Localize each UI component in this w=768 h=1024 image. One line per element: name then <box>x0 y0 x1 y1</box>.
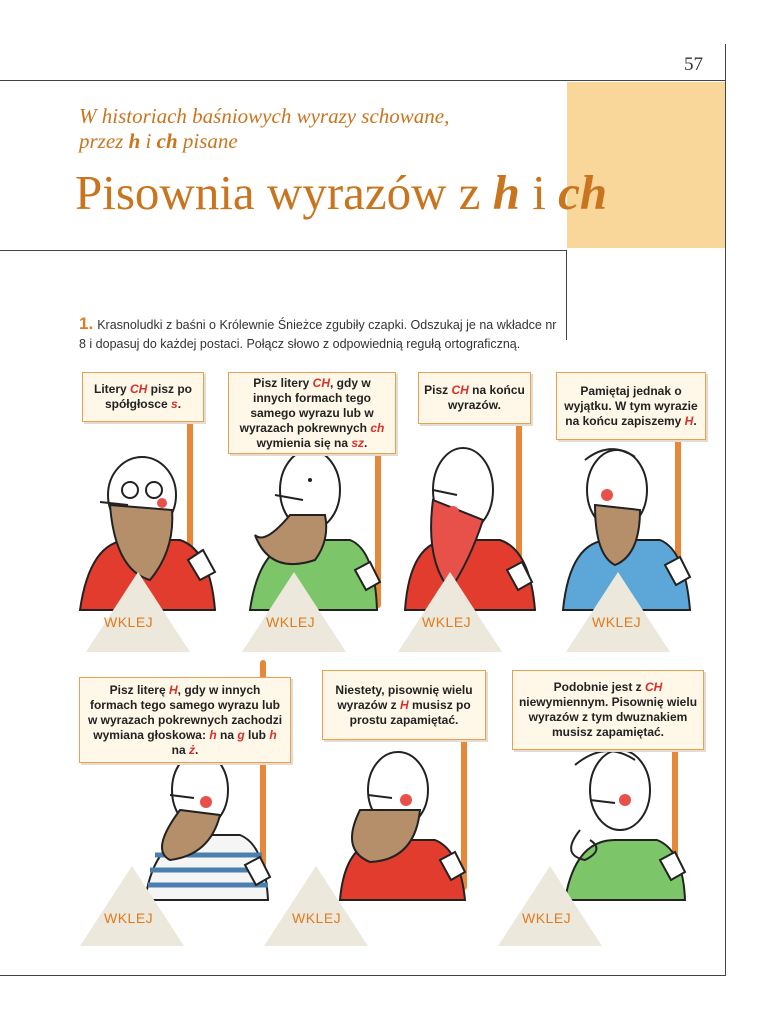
sign-5-text-a: Pisz literę <box>109 682 169 697</box>
right-rule <box>725 44 726 976</box>
title-pre: Pisownia wyrazów z <box>75 165 493 220</box>
sign-3-text-c: na końcu wyrazów. <box>448 383 525 412</box>
rule-sign-5 <box>79 677 291 763</box>
subtitle-line1: W historiach baśniowych wyrazy schowane, <box>79 104 450 128</box>
paste-label-4: WKLEJ <box>592 614 642 630</box>
paste-area-2[interactable] <box>242 572 346 652</box>
sign-1-hl-b: CH <box>130 382 148 396</box>
paste-label-5: WKLEJ <box>104 910 154 926</box>
subtitle-pre: przez <box>79 129 129 153</box>
subtitle <box>79 104 579 154</box>
sign-2-text-c: , gdy w innych formach tego samego wyrazu lub w wyrazach pokrewnych <box>239 375 374 435</box>
sign-4-hl-b: H <box>684 413 694 428</box>
sign-7-hl-b: CH <box>645 680 663 694</box>
bottom-rule <box>0 975 726 976</box>
sign-2-hl-d: ch <box>370 420 385 435</box>
subtitle-post: pisane <box>177 129 238 153</box>
sign-6-text-c: musisz po prostu zapamiętać. <box>349 697 471 727</box>
sign-6-text-a: Niestety, pisownię wielu wyrazów z <box>335 682 473 712</box>
title-ch: ch <box>558 165 608 220</box>
sign-1-text-c: pisz po spółgłosce <box>104 382 193 411</box>
paste-label-7: WKLEJ <box>522 910 572 926</box>
title-h: h <box>492 165 521 220</box>
paste-area-6[interactable] <box>264 866 368 946</box>
paste-label-1: WKLEJ <box>104 614 154 630</box>
sign-6-hl-b: H <box>400 697 409 712</box>
rule-sign-3 <box>418 372 531 424</box>
rule-sign-1 <box>82 372 204 422</box>
sign-5-hl-d: h <box>209 727 217 742</box>
rule-sign-2 <box>228 372 396 454</box>
sign-2-text-e: wymienia się na <box>256 435 352 450</box>
sign-2-text-g: . <box>364 435 368 450</box>
sign-5-hl-j: ż <box>189 742 195 757</box>
page-title <box>75 164 607 221</box>
sign-5-hl-h: h <box>269 727 277 742</box>
paste-label-6: WKLEJ <box>292 910 342 926</box>
sign-5-text-g: lub <box>244 727 270 742</box>
sign-4-text-a: Pamiętaj jednak o wyjątku. W tym wyrazie na końcu zapiszemy <box>564 383 698 428</box>
sign-7-text-a: Podobnie jest z <box>553 680 645 694</box>
sign-5-text-k: . <box>195 742 199 757</box>
subtitle-ch: ch <box>156 129 178 153</box>
sign-2-text-a: Pisz litery <box>253 375 313 390</box>
paste-label-2: WKLEJ <box>266 614 316 630</box>
sign-5-text-c: , gdy w innych formach tego samego wyrazu lub w wyrazach pokrewnych zachodzi wymiana głoskowa: <box>87 682 283 742</box>
sign-3-text-a: Pisz <box>424 383 452 397</box>
sign-2-hl-f: sz <box>351 435 365 450</box>
top-rule <box>0 80 726 81</box>
rule-sign-4 <box>556 372 706 440</box>
paste-area-1[interactable] <box>86 572 190 652</box>
sign-4-text-c: . <box>693 413 697 428</box>
subtitle-h: h <box>128 129 141 153</box>
page-number: 57 <box>684 54 703 75</box>
sign-1-text-a: Litery <box>93 382 130 396</box>
subtitle-mid: i <box>140 129 157 153</box>
sign-1-hl-d: s <box>171 397 178 411</box>
sign-5-hl-f: g <box>237 727 245 742</box>
title-rule-vertical <box>566 250 567 340</box>
title-rule <box>0 250 567 251</box>
title-mid: i <box>520 165 559 220</box>
rule-sign-7 <box>512 670 704 750</box>
paste-area-5[interactable] <box>80 866 184 946</box>
paste-area-7[interactable] <box>498 866 602 946</box>
sign-5-text-i: na <box>171 742 189 757</box>
exercise-number: 1. <box>79 314 94 333</box>
sign-7-text-c: niewymiennym. Pisownię wielu wyrazów z tym dwuznakiem musisz zapamiętać. <box>518 695 698 739</box>
paste-area-4[interactable] <box>566 572 670 652</box>
exercise-text: Krasnoludki z baśni o Królewnie Śnieżce zgubiły czapki. Odszukaj je na wkładce nr 8 i dopasuj do każdej postaci. Połącz słowo z odpowiednią regułą ortograficzną. <box>79 318 557 351</box>
rule-sign-6 <box>322 670 486 740</box>
paste-label-3: WKLEJ <box>422 614 472 630</box>
sign-5-text-e: na <box>216 727 238 742</box>
paste-area-3[interactable] <box>398 572 502 652</box>
sign-5-hl-b: H <box>169 682 178 697</box>
sign-3-hl-b: CH <box>451 383 469 397</box>
sign-1-text-e: . <box>177 397 182 411</box>
exercise-instruction <box>79 314 559 354</box>
sign-2-hl-b: CH <box>312 375 331 390</box>
